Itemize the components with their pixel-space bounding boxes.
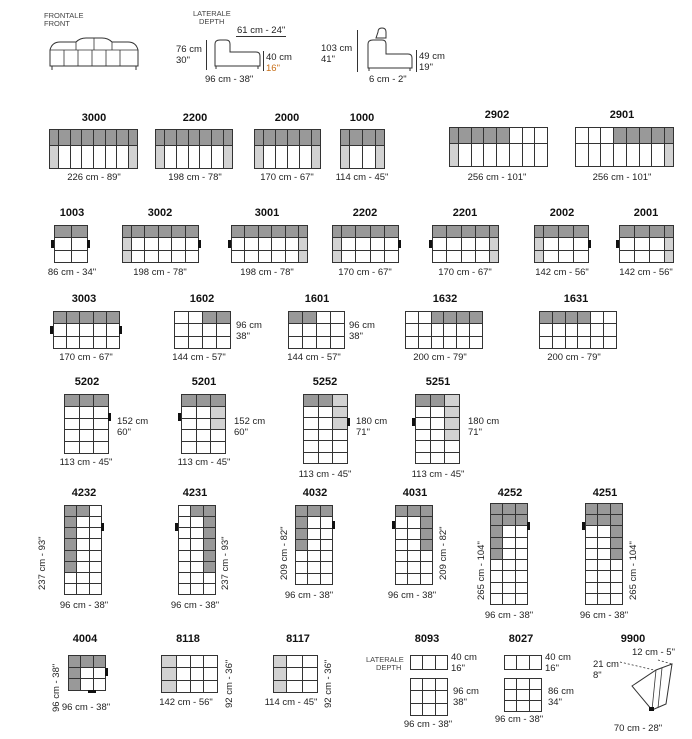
side1-seat-in: 16" (266, 63, 280, 74)
ottoman-top-depth (451, 652, 477, 674)
connector-left (178, 413, 181, 421)
module-depth (117, 416, 148, 438)
side-label-en: DEPTH (199, 17, 225, 26)
side2-arm: 6 cm - 2" (369, 74, 407, 85)
module-code: 2002 (549, 207, 575, 219)
module-length: 96 cm - 38" (51, 663, 62, 712)
module-plan (155, 129, 233, 169)
module-width: 200 cm - 79" (547, 352, 601, 363)
corner-top-dim: 12 cm - 5" (632, 647, 675, 658)
front-label-it: FRONTALE (44, 11, 84, 20)
connector-right (198, 240, 201, 248)
depth-in: 8" (593, 670, 602, 681)
depth-in: 38" (453, 697, 467, 708)
module-code: 5201 (191, 376, 217, 388)
module-length: 92 cm - 36" (224, 659, 235, 708)
module-code: 5251 (425, 376, 451, 388)
depth-cm: 152 cm (234, 416, 266, 427)
module-code: 3003 (71, 293, 97, 305)
sofa-front-drawing (46, 36, 142, 72)
module-plan (340, 129, 385, 169)
module-plan (231, 225, 308, 263)
module-code: 4232 (71, 487, 97, 499)
module-code: 4251 (592, 487, 618, 499)
connector-right (398, 240, 401, 248)
side-label-it: LATERALE (193, 9, 231, 18)
module-width: 170 cm - 67" (438, 267, 492, 278)
connector-right (588, 240, 591, 248)
connector-left (392, 521, 395, 529)
module-code: 1631 (563, 293, 589, 305)
module-plan (295, 505, 333, 585)
module-code: 4032 (302, 487, 328, 499)
module-width: 142 cm - 56" (159, 697, 213, 708)
connector-left (50, 326, 53, 334)
side2-seat-in: 19" (419, 62, 433, 73)
depth-in: 16" (545, 663, 559, 674)
module-width: 96 cm - 38" (284, 590, 334, 601)
module-code: 5202 (74, 376, 100, 388)
side-label (366, 656, 404, 672)
side1-height-in: 30" (176, 55, 190, 66)
connector-left (228, 240, 231, 248)
depth-in: 71" (356, 427, 370, 438)
module-code: 5252 (312, 376, 338, 388)
module-width: 96 cm - 38" (403, 719, 453, 730)
module-width: 170 cm - 67" (338, 267, 392, 278)
module-width: 96 cm - 38" (59, 600, 109, 611)
depth-cm: 96 cm (453, 686, 479, 697)
module-plan (490, 503, 528, 605)
module-code: 2200 (182, 112, 208, 124)
depth-in: 60" (117, 427, 131, 438)
side2-height-in: 41" (321, 54, 335, 65)
side1-depth: 96 cm - 38" (205, 74, 254, 85)
ottoman-plan (504, 678, 542, 712)
module-plan (303, 394, 348, 464)
module-code: 8118 (176, 633, 200, 645)
connector-right (527, 522, 530, 530)
module-depth (349, 320, 375, 342)
module-depth (356, 416, 387, 438)
ottoman-top-plan (410, 655, 448, 670)
module-plan (178, 505, 216, 595)
module-code: 2202 (352, 207, 378, 219)
connector-right (101, 523, 104, 531)
module-width: 113 cm - 45" (59, 457, 113, 468)
connector-right (119, 326, 122, 334)
connector-left (412, 418, 415, 426)
module-plan (288, 311, 345, 349)
depth-cm: 152 cm (117, 416, 149, 427)
depth-cm: 180 cm (468, 416, 500, 427)
module-code: 3000 (81, 112, 107, 124)
module-code: 2201 (452, 207, 478, 219)
depth-cm: 96 cm (349, 320, 375, 331)
module-plan (449, 127, 548, 167)
module-code: 3001 (254, 207, 280, 219)
module-width: 142 cm - 56" (619, 267, 673, 278)
module-code: 1003 (59, 207, 85, 219)
module-width: 70 cm - 28" (613, 723, 663, 734)
side2-height (321, 43, 352, 65)
module-code: 2901 (609, 109, 635, 121)
module-length: 209 cm - 82" (279, 526, 290, 580)
module-code: 8117 (286, 633, 310, 645)
module-plan (585, 503, 623, 605)
depth-cm: 21 cm (593, 659, 619, 670)
connector-left (582, 522, 585, 530)
module-width: 198 cm - 78" (133, 267, 187, 278)
depth-cm: 40 cm (451, 652, 477, 663)
module-width: 198 cm - 78" (240, 267, 294, 278)
module-code: 8093 (414, 633, 440, 645)
module-plan (273, 655, 318, 693)
depth-in: 38" (349, 331, 363, 342)
ottoman-top-depth (545, 652, 571, 674)
module-length: 265 cm - 104" (476, 541, 487, 600)
side2-height-cm: 103 cm (321, 43, 353, 54)
module-code: 1602 (189, 293, 215, 305)
ottoman-plan (410, 678, 448, 716)
module-depth (236, 320, 262, 342)
module-width: 96 cm - 38" (494, 714, 544, 725)
module-plan (575, 127, 674, 167)
side2-seat-cm: 49 cm (419, 51, 445, 62)
module-plan (54, 225, 88, 263)
module-width: 256 cm - 101" (467, 172, 527, 183)
module-plan (53, 311, 120, 349)
module-code: 1000 (349, 112, 375, 124)
module-plan (432, 225, 499, 263)
side2-seat-line (416, 50, 417, 72)
connector-right (87, 240, 90, 248)
module-width: 144 cm - 57" (287, 352, 341, 363)
depth-in: 60" (234, 427, 248, 438)
side1-height (176, 44, 202, 66)
front-label (44, 12, 83, 28)
module-code: 1632 (432, 293, 458, 305)
module-plan (619, 225, 674, 263)
side-label (193, 10, 231, 26)
module-plan (415, 394, 460, 464)
module-width: 200 cm - 79" (413, 352, 467, 363)
module-width: 96 cm - 38" (484, 610, 534, 621)
depth-in: 38" (236, 331, 250, 342)
connector-left (616, 240, 619, 248)
module-width: 170 cm - 67" (59, 352, 113, 363)
module-depth (468, 416, 499, 438)
connector-right (332, 521, 335, 529)
side1-seat-line (263, 51, 264, 71)
front-label-en: FRONT (44, 19, 70, 28)
side2-seat (419, 51, 445, 73)
module-width: 113 cm - 45" (411, 469, 465, 480)
connector-left (51, 240, 54, 248)
connector-right (105, 668, 108, 676)
module-plan (64, 505, 102, 595)
module-plan (254, 129, 321, 169)
depth-cm: 180 cm (356, 416, 388, 427)
module-code: 2000 (274, 112, 300, 124)
module-width: 144 cm - 57" (172, 352, 226, 363)
module-plan (174, 311, 231, 349)
module-length: 265 cm - 104" (628, 541, 639, 600)
corner-left-dim (593, 659, 619, 681)
module-width: 96 cm - 38" (579, 610, 629, 621)
module-width: 113 cm - 45" (298, 469, 352, 480)
module-code: 1601 (304, 293, 330, 305)
module-width: 113 cm - 45" (177, 457, 231, 468)
depth-cm: 86 cm (548, 686, 574, 697)
module-width: 142 cm - 56" (535, 267, 589, 278)
module-plan (161, 655, 218, 693)
module-code: 3002 (147, 207, 173, 219)
module-plan (395, 505, 433, 585)
ottoman-top-plan (504, 655, 542, 670)
module-code: 9900 (620, 633, 646, 645)
module-plan (534, 225, 589, 263)
side1-top-line (236, 36, 286, 37)
side-label-en: DEPTH (376, 663, 402, 672)
side1-top-dim: 61 cm - 24" (237, 25, 286, 36)
module-length: 209 cm - 82" (438, 526, 449, 580)
depth-in: 16" (451, 663, 465, 674)
module-width: 96 cm - 38" (387, 590, 437, 601)
module-depth (234, 416, 265, 438)
depth-in: 34" (548, 697, 562, 708)
ottoman-depth (548, 686, 574, 708)
module-plan (68, 655, 106, 691)
module-code: 2902 (484, 109, 510, 121)
module-code: 4252 (497, 487, 523, 499)
module-width: 114 cm - 45" (335, 172, 389, 183)
module-width: 256 cm - 101" (592, 172, 652, 183)
module-code: 2001 (633, 207, 659, 219)
module-code: 4004 (72, 633, 98, 645)
ottoman-depth (453, 686, 479, 708)
connector-left (429, 240, 432, 248)
module-length: 92 cm - 36" (323, 659, 334, 708)
side-label-it: LATERALE (366, 655, 404, 664)
module-width: 96 cm - 38" (61, 702, 111, 713)
depth-cm: 96 cm (236, 320, 262, 331)
connector-bottom (88, 690, 96, 693)
connector-right (347, 418, 350, 426)
module-code: 4031 (402, 487, 428, 499)
depth-in: 71" (468, 427, 482, 438)
module-code: 8027 (508, 633, 534, 645)
module-plan (539, 311, 617, 349)
module-plan (122, 225, 199, 263)
connector-right (108, 413, 111, 421)
module-plan (405, 311, 483, 349)
module-plan (181, 394, 226, 454)
depth-cm: 40 cm (545, 652, 571, 663)
corner-wedge-drawing (616, 656, 678, 720)
sofa-side-drawing (212, 38, 262, 70)
module-length: 237 cm - 93" (37, 536, 48, 590)
module-plan (49, 129, 138, 169)
module-code: 4231 (182, 487, 208, 499)
module-width: 114 cm - 45" (264, 697, 318, 708)
sofa-side-headrest-drawing (364, 28, 414, 72)
module-width: 198 cm - 78" (168, 172, 222, 183)
side1-seat-cm: 40 cm (266, 52, 292, 63)
side2-height-line (357, 30, 358, 72)
module-plan (64, 394, 109, 454)
side1-height-cm: 76 cm (176, 44, 202, 55)
module-width: 170 cm - 67" (260, 172, 314, 183)
module-width: 96 cm - 38" (170, 600, 220, 611)
connector-left (175, 523, 178, 531)
module-length: 237 cm - 93" (220, 536, 231, 590)
side1-seat (266, 52, 292, 74)
module-plan (332, 225, 399, 263)
side1-height-line (206, 40, 207, 70)
module-width: 226 cm - 89" (67, 172, 121, 183)
module-width: 86 cm - 34" (47, 267, 97, 278)
